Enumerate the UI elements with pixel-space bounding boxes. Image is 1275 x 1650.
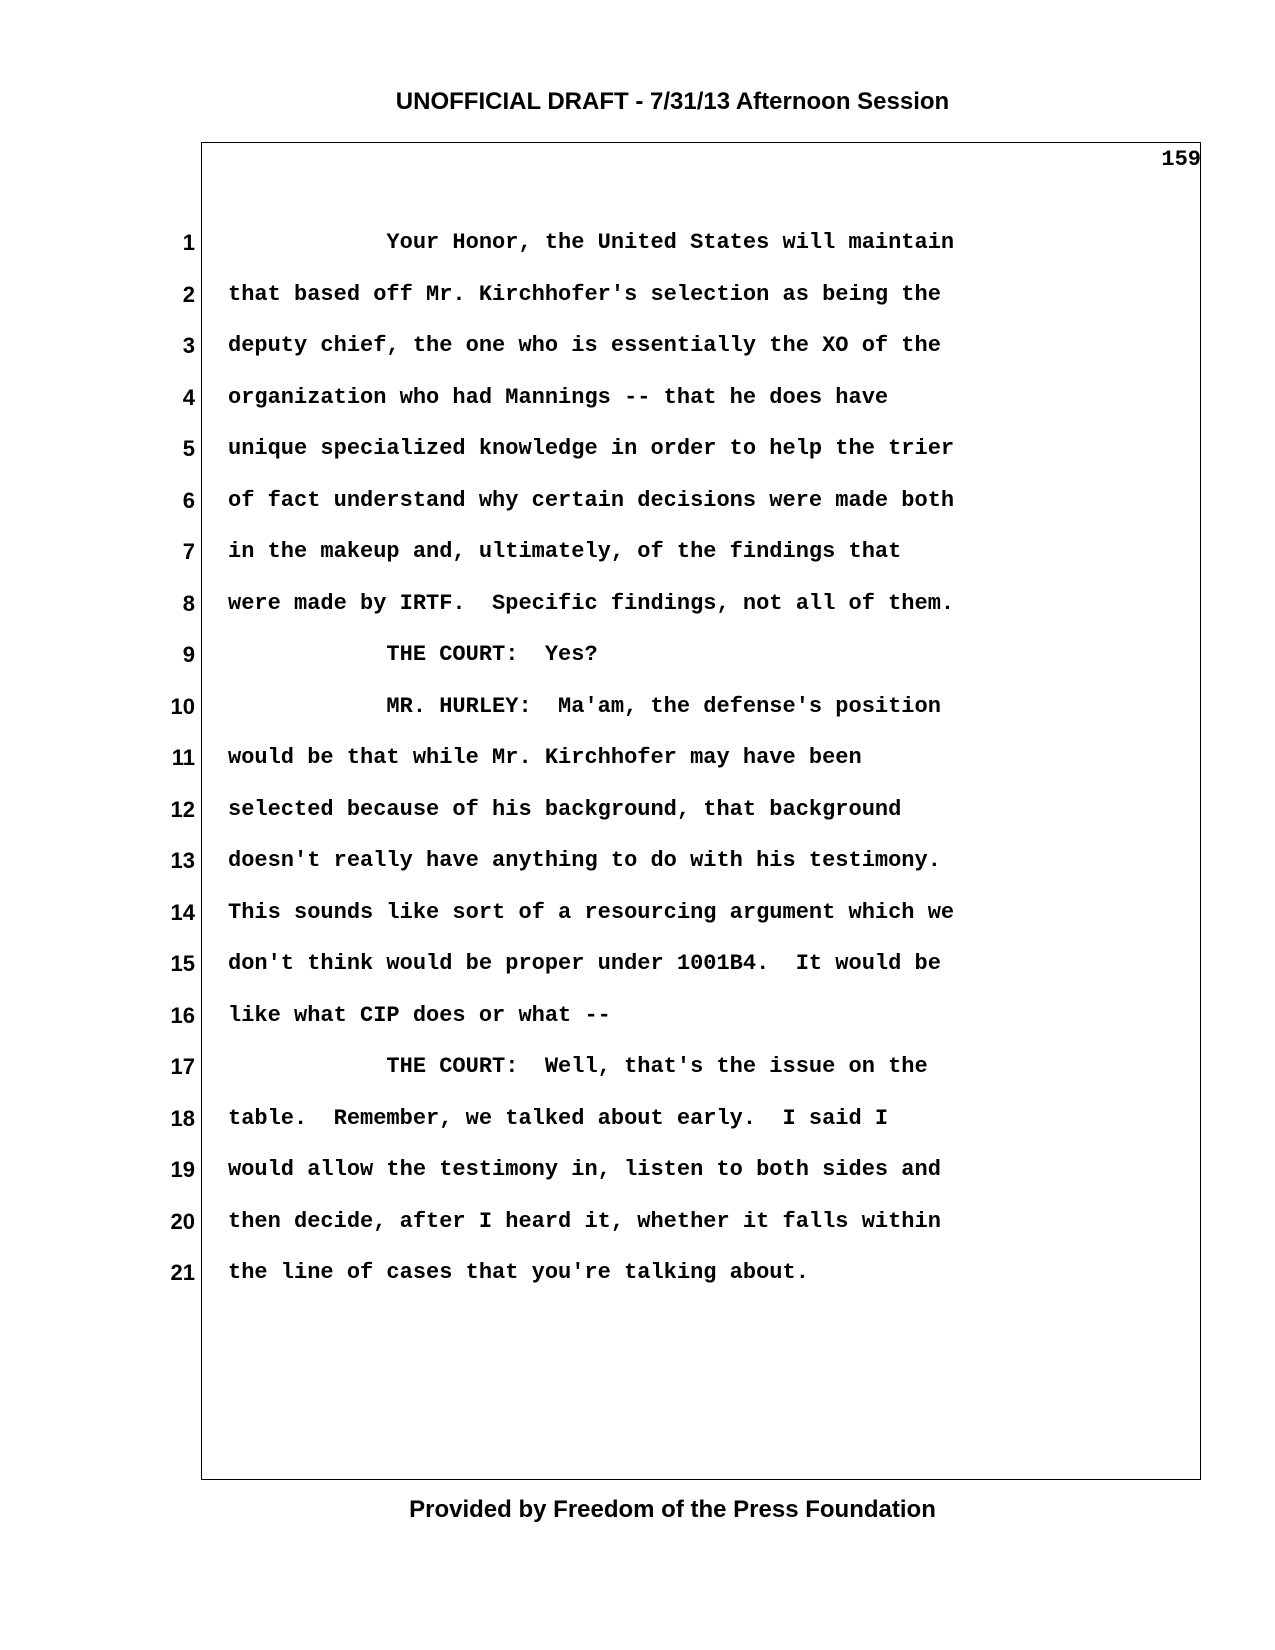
transcript-line	[0, 642, 1275, 694]
transcript-line	[0, 1003, 1275, 1055]
page-footer: Provided by Freedom of the Press Foundation	[409, 1496, 936, 1523]
transcript-line	[0, 591, 1275, 643]
transcript-line	[0, 282, 1275, 334]
transcript-line	[0, 848, 1275, 900]
page-header: UNOFFICIAL DRAFT - 7/31/13 Afternoon Session	[395, 88, 950, 115]
line-text: would be that while Mr. Kirchhofer may have been	[228, 745, 862, 770]
line-number: 12	[170, 796, 195, 822]
line-text: organization who had Mannings -- that he does have	[228, 384, 889, 410]
transcript-line	[0, 1209, 1275, 1261]
line-number: 9	[182, 642, 195, 667]
line-text: THE COURT: Well, that's the issue on the	[228, 1054, 928, 1079]
line-number: 7	[182, 539, 195, 564]
line-number: 4	[182, 384, 195, 410]
line-number: 8	[182, 590, 195, 616]
line-number: 2	[182, 281, 195, 307]
page-number: 159	[1161, 147, 1201, 172]
line-text: of fact understand why certain decisions were made both	[228, 487, 955, 513]
line-text: were made by IRTF. Specific findings, not all of them.	[228, 590, 955, 616]
transcript-line	[0, 900, 1275, 952]
line-text: selected because of his background, that background	[228, 796, 902, 822]
transcript-line	[0, 745, 1275, 797]
line-text: doesn't really have anything to do with his testimony.	[228, 848, 941, 873]
line-number: 17	[170, 1054, 195, 1079]
line-number: 15	[170, 951, 195, 976]
line-text: MR. HURLEY: Ma'am, the defense's position	[228, 693, 941, 719]
line-text: This sounds like sort of a resourcing argument which we	[228, 899, 955, 925]
line-text: THE COURT: Yes?	[228, 642, 598, 667]
line-number: 10	[170, 693, 195, 719]
line-text: don't think would be proper under 1001B4. It would be	[228, 951, 941, 976]
line-text: deputy chief, the one who is essentially the XO of the	[228, 333, 941, 358]
transcript-line	[0, 1054, 1275, 1106]
transcript-line	[0, 1106, 1275, 1158]
line-number: 20	[170, 1208, 195, 1234]
line-text: would allow the testimony in, listen to both sides and	[228, 1157, 941, 1182]
transcript-line	[0, 385, 1275, 437]
line-text: the line of cases that you're talking about.	[228, 1260, 809, 1285]
transcript-line	[0, 1157, 1275, 1209]
transcript-line	[0, 797, 1275, 849]
line-text: in the makeup and, ultimately, of the findings that	[228, 539, 902, 564]
line-number: 21	[170, 1260, 195, 1285]
transcript-line	[0, 539, 1275, 591]
transcript-line	[0, 436, 1275, 488]
line-text: unique specialized knowledge in order to help the trier	[228, 436, 955, 461]
line-number: 14	[170, 899, 195, 925]
line-text: then decide, after I heard it, whether it falls within	[228, 1208, 941, 1234]
transcript-line	[0, 951, 1275, 1003]
line-number: 6	[182, 487, 195, 513]
line-number: 3	[182, 333, 195, 358]
transcript-line	[0, 488, 1275, 540]
line-number: 18	[170, 1105, 195, 1131]
line-number: 13	[170, 848, 195, 873]
line-text: that based off Mr. Kirchhofer's selection as being the	[228, 281, 941, 307]
line-number: 5	[182, 436, 195, 461]
line-text: like what CIP does or what --	[228, 1002, 611, 1028]
line-number: 11	[171, 745, 195, 770]
transcript-line	[0, 333, 1275, 385]
line-number: 19	[170, 1157, 195, 1182]
transcript-line	[0, 230, 1275, 282]
line-number: 1	[182, 230, 195, 255]
line-text: table. Remember, we talked about early. I said I	[228, 1105, 889, 1131]
line-text: Your Honor, the United States will maintain	[228, 230, 955, 255]
line-number: 16	[170, 1002, 195, 1028]
transcript-line	[0, 694, 1275, 746]
transcript-line	[0, 1260, 1275, 1312]
